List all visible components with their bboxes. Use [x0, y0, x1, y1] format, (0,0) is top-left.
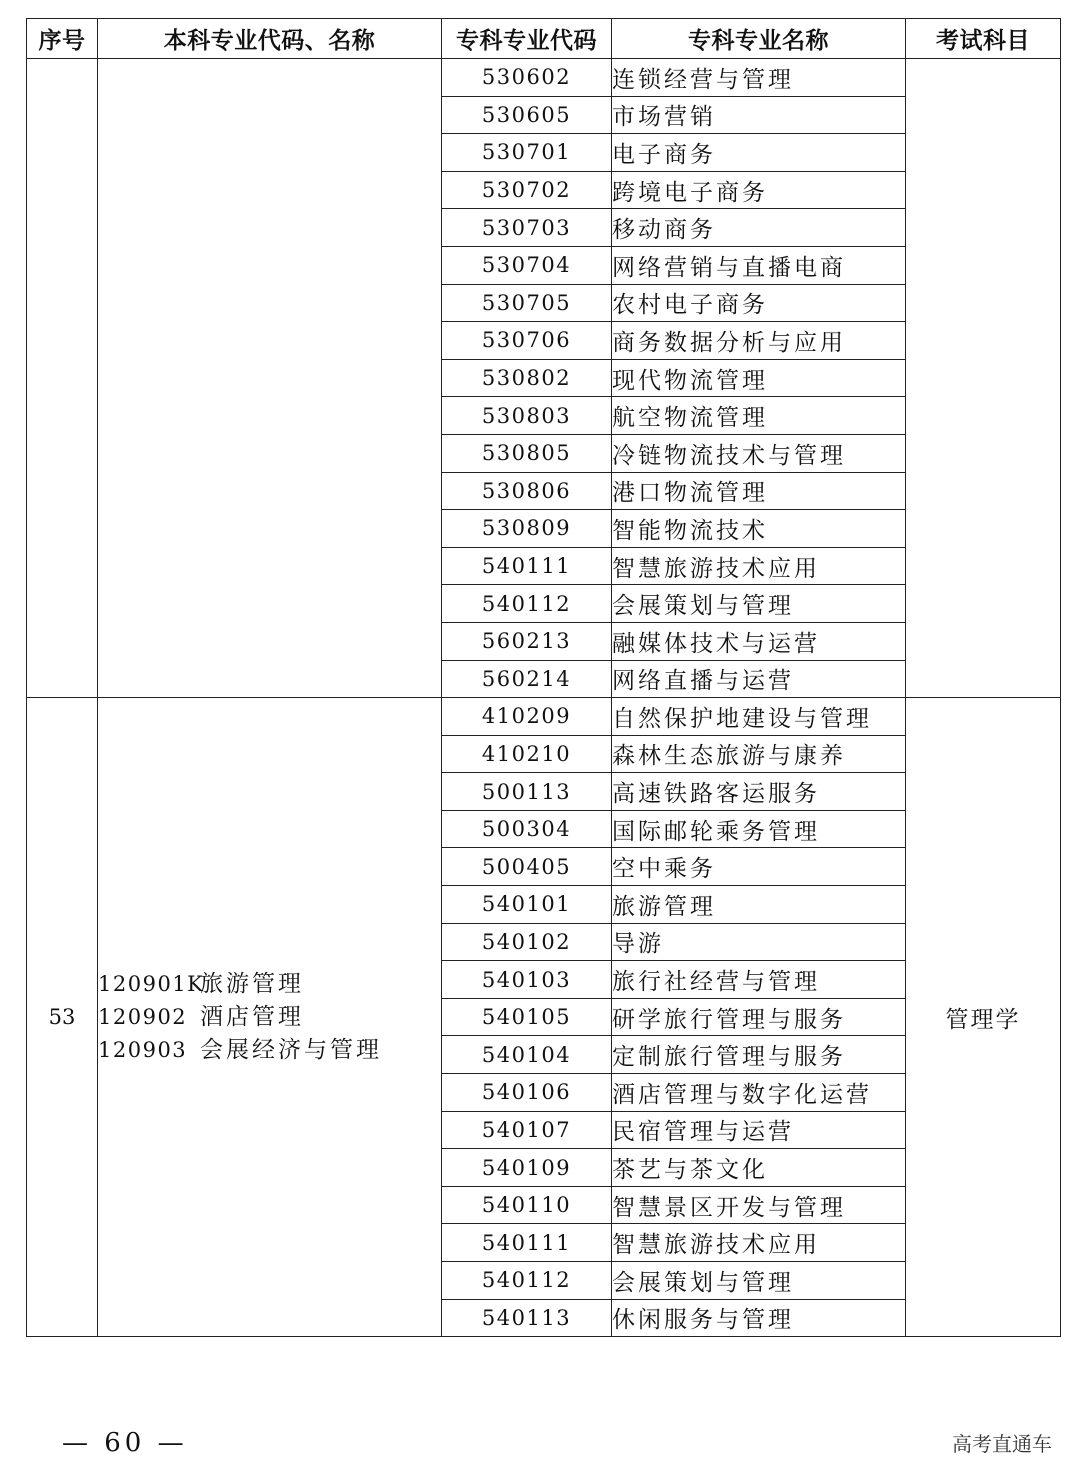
bachelor-major-entry [98, 1034, 441, 1067]
bachelor-major-entry [98, 1001, 441, 1034]
college-major-code: 530706 [442, 322, 612, 360]
college-major-name: 导游 [612, 923, 906, 961]
exam-subject-cell: 管理学 [906, 698, 1061, 1337]
college-major-name: 移动商务 [612, 209, 906, 247]
college-major-name: 航空物流管理 [612, 397, 906, 435]
college-major-name: 森林生态旅游与康养 [612, 735, 906, 773]
college-major-name: 港口物流管理 [612, 472, 906, 510]
college-major-name: 休闲服务与管理 [612, 1299, 906, 1337]
college-major-name: 网络营销与直播电商 [612, 246, 906, 284]
college-major-name: 酒店管理与数字化运营 [612, 1074, 906, 1112]
bachelor-major-name: 旅游管理 [200, 970, 304, 997]
table-row [27, 698, 1061, 736]
seq-cell: 53 [27, 698, 98, 1337]
college-major-name: 市场营销 [612, 96, 906, 134]
college-major-code: 540112 [442, 1262, 612, 1300]
college-major-name: 连锁经营与管理 [612, 59, 906, 97]
college-major-code: 530806 [442, 472, 612, 510]
college-major-code: 540102 [442, 923, 612, 961]
exam-subject-cell [906, 59, 1061, 698]
college-major-code: 540101 [442, 886, 612, 924]
table-row [27, 59, 1061, 97]
college-major-name: 民宿管理与运营 [612, 1111, 906, 1149]
bachelor-major-code: 120903 [98, 1037, 188, 1062]
header-seq: 序号 [27, 19, 98, 59]
college-major-code: 540112 [442, 585, 612, 623]
college-major-code: 540103 [442, 961, 612, 999]
college-major-code: 540107 [442, 1111, 612, 1149]
college-major-name: 研学旅行管理与服务 [612, 998, 906, 1036]
college-major-code: 540111 [442, 1224, 612, 1262]
college-major-name: 自然保护地建设与管理 [612, 698, 906, 736]
bachelor-major-entry [98, 968, 441, 1001]
bachelor-major-code: 120902 [98, 1004, 188, 1029]
college-major-code: 530602 [442, 59, 612, 97]
college-major-name: 冷链物流技术与管理 [612, 434, 906, 472]
college-major-code: 530802 [442, 359, 612, 397]
college-major-code: 500405 [442, 848, 612, 886]
college-major-code: 540113 [442, 1299, 612, 1337]
college-major-code: 530701 [442, 134, 612, 172]
page-number: — 60 — [62, 1428, 188, 1458]
college-major-name: 智慧旅游技术应用 [612, 547, 906, 585]
college-major-name: 高速铁路客运服务 [612, 773, 906, 811]
college-major-name: 会展策划与管理 [612, 1262, 906, 1300]
college-major-code: 540105 [442, 998, 612, 1036]
bachelor-majors-cell [98, 698, 442, 1337]
college-major-code: 560214 [442, 660, 612, 698]
college-major-name: 电子商务 [612, 134, 906, 172]
college-major-code: 500304 [442, 810, 612, 848]
college-major-name: 智慧景区开发与管理 [612, 1186, 906, 1224]
header-bachelor: 本科专业代码、名称 [98, 19, 442, 59]
college-major-code: 530809 [442, 510, 612, 548]
college-major-name: 茶艺与茶文化 [612, 1149, 906, 1187]
college-major-name: 智慧旅游技术应用 [612, 1224, 906, 1262]
college-major-code: 410209 [442, 698, 612, 736]
college-major-name: 会展策划与管理 [612, 585, 906, 623]
bachelor-major-name: 酒店管理 [200, 1003, 304, 1030]
table-header-row [27, 19, 1061, 59]
college-major-name: 网络直播与运营 [612, 660, 906, 698]
college-major-code: 530703 [442, 209, 612, 247]
college-major-name: 定制旅行管理与服务 [612, 1036, 906, 1074]
college-major-name: 旅游管理 [612, 886, 906, 924]
college-major-code: 530702 [442, 171, 612, 209]
college-major-code: 540104 [442, 1036, 612, 1074]
college-major-code: 540109 [442, 1149, 612, 1187]
college-major-code: 530705 [442, 284, 612, 322]
college-major-name: 跨境电子商务 [612, 171, 906, 209]
college-major-code: 410210 [442, 735, 612, 773]
college-major-code: 540110 [442, 1186, 612, 1224]
college-major-name: 融媒体技术与运营 [612, 622, 906, 660]
college-major-code: 530803 [442, 397, 612, 435]
seq-cell [27, 59, 98, 698]
college-major-name: 国际邮轮乘务管理 [612, 810, 906, 848]
watermark-text: 高考直通车 [952, 1432, 1052, 1456]
college-major-code: 560213 [442, 622, 612, 660]
college-major-code: 530704 [442, 246, 612, 284]
college-major-name: 农村电子商务 [612, 284, 906, 322]
college-major-code: 500113 [442, 773, 612, 811]
college-major-code: 530805 [442, 434, 612, 472]
college-major-name: 空中乘务 [612, 848, 906, 886]
bachelor-major-code: 120901K [98, 971, 205, 996]
header-name: 专科专业名称 [612, 19, 906, 59]
header-code: 专科专业代码 [442, 19, 612, 59]
college-major-name: 现代物流管理 [612, 359, 906, 397]
college-major-name: 智能物流技术 [612, 510, 906, 548]
major-catalog-table [26, 18, 1061, 1337]
college-major-code: 540106 [442, 1074, 612, 1112]
header-subject: 考试科目 [906, 19, 1061, 59]
bachelor-majors-cell [98, 59, 442, 698]
bachelor-major-name: 会展经济与管理 [200, 1036, 382, 1063]
college-major-name: 商务数据分析与应用 [612, 322, 906, 360]
college-major-code: 540111 [442, 547, 612, 585]
college-major-code: 530605 [442, 96, 612, 134]
college-major-name: 旅行社经营与管理 [612, 961, 906, 999]
